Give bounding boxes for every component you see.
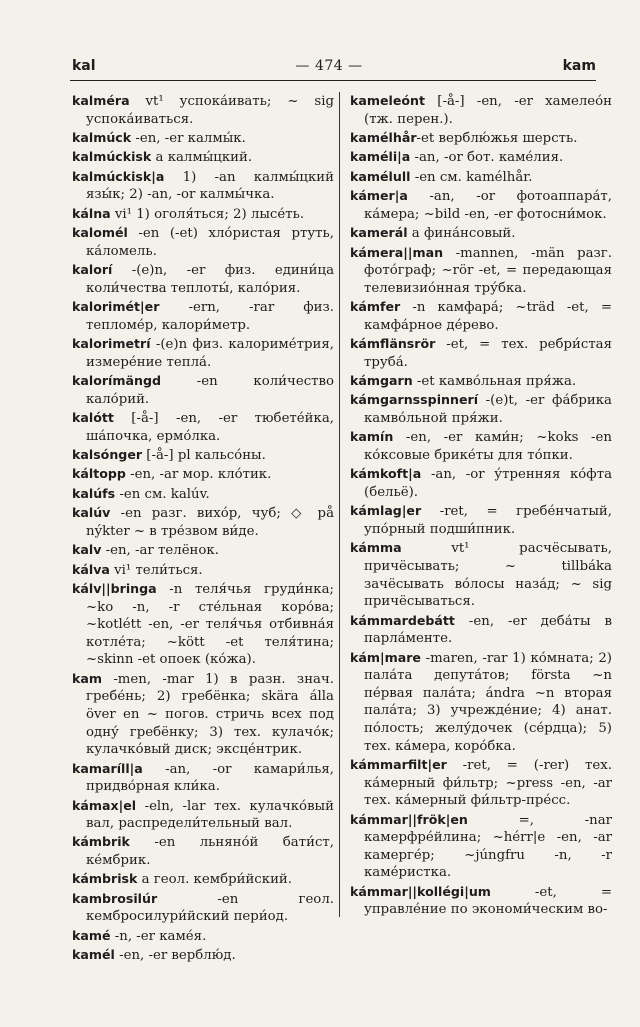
entry-headword: kalmúckisk|a [72, 168, 165, 184]
entry-definition: -en, -ar мор. кло́тик. [125, 467, 272, 483]
dictionary-entry [72, 148, 334, 167]
left-column [72, 92, 334, 966]
entry-definition: -en коли́чество кало́рий. [86, 374, 334, 407]
entry-definition: -eln, -lar тех. кулачко́вый вал, распредели́тельный вал. [86, 798, 334, 832]
entry-headword: kámer|a [350, 188, 408, 204]
dictionary-entry [350, 811, 612, 882]
dictionary-entry [72, 261, 334, 297]
dictionary-entry [72, 335, 334, 371]
entry-headword: kalméra [72, 93, 130, 108]
entry-definition: -ret, = (-rer) тех. ка́мерный фи́льтр; ~press -en, -ar тех. ка́мерный фи́льтр-пре́сс. [364, 757, 612, 809]
entry-definition: -ern, -rar физ. тепломе́р, калори́метр. [86, 300, 334, 333]
entry-definition: a калмы́цкий. [151, 150, 253, 166]
entry-definition: a геол. кембри́йский. [137, 872, 293, 888]
entry-definition: vt¹ успока́ивать; ~ sig успока́иваться. [86, 94, 334, 127]
dictionary-entry [72, 129, 334, 148]
entry-headword: kaméli|a [350, 149, 411, 165]
dictionary-entry [72, 409, 334, 445]
entry-definition: -en, -er верблю́д. [114, 948, 236, 964]
dictionary-entry [72, 580, 334, 669]
dictionary-entry [350, 244, 612, 298]
dictionary-entry [350, 465, 612, 501]
entry-definition: -en разг. вихо́р, чуб; ◇ på nýkter ~ в тре́звом ви́де. [86, 506, 334, 539]
entry-definition: -en см. kalúv. [115, 486, 210, 502]
right-column [350, 92, 612, 920]
dictionary-entry [72, 670, 334, 759]
entry-headword: kalsónger [72, 447, 143, 463]
dictionary-entry [72, 224, 334, 260]
entry-headword: kámax|el [72, 797, 137, 813]
dictionary-entry [350, 502, 612, 538]
entry-definition: -an, -or бот. каме́лия. [410, 150, 564, 166]
column-divider [339, 92, 340, 917]
entry-definition: [-å-] -en, -er хамелео́н (тж. перен.). [364, 94, 612, 127]
entry-definition: -en см. kamélhår. [410, 169, 533, 185]
page-number: — 474 — [295, 58, 363, 74]
entry-definition: a фина́нсовый. [407, 226, 516, 242]
dictionary-entry [350, 148, 612, 167]
entry-definition: -et, = управле́ние по экономи́ческим во- [364, 884, 612, 918]
entry-definition: -et камво́льная пря́жа. [412, 374, 577, 390]
entry-headword: kámmarfilt|er [350, 756, 447, 772]
dictionary-entry [350, 372, 612, 391]
entry-headword: káltopp [72, 466, 126, 482]
dictionary-entry [350, 539, 612, 610]
entry-headword: kámera||man [350, 244, 444, 260]
entry-headword: kalmúck [72, 129, 132, 145]
dictionary-entry [72, 870, 334, 889]
entry-headword: kám|mare [350, 649, 421, 665]
entry-headword: kálna [72, 205, 111, 221]
running-header [72, 58, 596, 80]
entry-headword: kálv||bringa [72, 580, 157, 596]
left-guide-word: kal [72, 58, 96, 74]
dictionary-entry [350, 649, 612, 756]
entry-definition: -en льняно́й бати́ст, ке́мбрик. [86, 835, 334, 869]
dictionary-entry [72, 541, 334, 560]
entry-headword: kálva [72, 561, 110, 577]
entry-definition: [-å-] pl кальсо́ны. [142, 448, 266, 464]
right-guide-word: kam [562, 58, 596, 74]
entry-definition: vt¹ расчёсывать, причёсывать; ~ tillbáka зачёсывать во́лосы наза́д; ~ sig причёсываться. [364, 541, 612, 610]
entry-definition: -en, -er калмы́к. [131, 130, 246, 146]
entry-definition: -en геол. кембросилури́йский пери́од. [86, 891, 334, 925]
dictionary-entry [72, 927, 334, 946]
entry-definition: -an, -or камари́лья, придво́рная кли́ка. [86, 761, 334, 795]
entry-headword: kamín [350, 429, 394, 445]
dictionary-entry [350, 335, 612, 371]
entry-headword: kameleónt [350, 93, 426, 108]
entry-definition: 1) -an калмы́цкий язы́к; 2) -an, -or калмы́чка. [86, 169, 334, 203]
entry-headword: kámfer [350, 299, 401, 315]
entry-headword: kamélhår [350, 129, 417, 145]
dictionary-entry [72, 890, 334, 926]
entry-definition: -mannen, -män разг. фото́граф; ~rör -et, = передающая телевизио́нная тру́бка. [364, 245, 612, 296]
entry-headword: kalmúckisk [72, 149, 152, 165]
entry-headword: kámbrisk [72, 871, 138, 887]
entry-headword: kambrosilúr [72, 890, 158, 906]
entry-definition: -et верблю́жья шерсть. [416, 130, 578, 146]
entry-headword: kalomél [72, 225, 128, 241]
dictionary-entry [72, 205, 334, 224]
header-rule [70, 80, 596, 81]
entry-definition: -en (-et) хло́ристая ртуть, ка́ломель. [86, 226, 334, 259]
dictionary-entry [350, 168, 612, 187]
dictionary-entry [72, 372, 334, 408]
entry-definition: =, -nar камерфре́йлина; ~hérr|e -en, -ar камерге́р; ~júngfru -n, -r каме́ристка. [364, 812, 612, 881]
dictionary-entry [350, 129, 612, 148]
entry-definition: -n теля́чья груди́нка; ~ko -n, -r сте́льная коро́ва; ~kotlétt -en, -er теля́чья отбивна́я котле́та; ~kött -et теля́тина; ~skinn -et опоек (ко́жа). [86, 581, 334, 668]
entry-headword: kam [72, 670, 102, 686]
dictionary-entry [350, 224, 612, 243]
entry-headword: kalv [72, 542, 102, 558]
dictionary-entry [72, 446, 334, 465]
dictionary-entry [72, 168, 334, 204]
dictionary-entry [72, 833, 334, 869]
entry-headword: kámmar||frök|en [350, 811, 468, 827]
dictionary-entry [72, 92, 334, 128]
entry-definition: vi¹ тели́ться. [109, 562, 203, 578]
entry-headword: kalúv [72, 505, 111, 521]
dictionary-entry [350, 92, 612, 128]
entry-headword: kamaríll|a [72, 760, 143, 776]
entry-headword: kámgarnsspinnerí [350, 392, 479, 408]
dictionary-entry [350, 298, 612, 334]
entry-headword: kámflänsrör [350, 336, 436, 352]
entry-definition: -n камфара́; ~träd -et, = камфа́рное де́рево. [364, 300, 612, 333]
entry-headword: kalorímängd [72, 373, 161, 389]
dictionary-entry [72, 504, 334, 540]
dictionary-entry [350, 187, 612, 223]
entry-definition: vi¹ 1) оголя́ться; 2) лысе́ть. [110, 206, 305, 222]
entry-definition: -n, -er каме́я. [110, 928, 207, 944]
entry-definition: [-å-] -en, -er тюбете́йка, ша́почка, ермо́лка. [86, 411, 334, 444]
entry-headword: kámbrik [72, 834, 130, 850]
dictionary-entry [72, 485, 334, 504]
entry-definition: -en, -er деба́ты в парла́менте. [364, 613, 612, 647]
entry-headword: kamél [72, 947, 115, 963]
entry-headword: kámgarn [350, 373, 413, 389]
entry-headword: kamélull [350, 168, 411, 184]
entry-headword: kalorí [72, 262, 113, 278]
entry-headword: kámkoft|a [350, 466, 422, 482]
entry-definition: -et, = тех. ребри́стая труба́. [364, 337, 612, 370]
entry-definition: -en, -ar телёнок. [101, 543, 219, 559]
entry-headword: kámmar||kollégi|um [350, 883, 491, 899]
entry-definition: -(e)n, -er физ. едини́ца коли́чества теплоты́, кало́рия. [86, 263, 334, 296]
entry-definition: -(e)t, -er фа́брика камво́льной пря́жи. [364, 393, 612, 427]
dictionary-entry [72, 465, 334, 484]
entry-definition: -an, -or фотоаппара́т, ка́мера; ~bild -en, -er фотосни́мок. [364, 189, 612, 222]
entry-headword: kamerál [350, 225, 408, 241]
entry-headword: kalorimetrí [72, 336, 151, 352]
entry-headword: kamé [72, 927, 111, 943]
entry-definition: -ret, = гребе́нчатый, упо́рный подши́пник. [364, 504, 612, 538]
dictionary-entry [72, 298, 334, 334]
entry-definition: -an, -or у́тренняя ко́фта (бельё). [364, 467, 612, 501]
dictionary-entry [350, 428, 612, 464]
entry-headword: kalúfs [72, 485, 116, 501]
entry-headword: kalorimét|er [72, 299, 160, 315]
entry-definition: -maren, -rar 1) ко́мната; 2) пала́та депута́тов; första ~n пе́рвая пала́та; ándra ~n вторая пала́та; 3) учрежде́ние; 4) анат. по́лость; желу́дочек (се́рдца); 5) тех. ка́мера, коро́бка. [364, 650, 612, 754]
entry-definition: -(e)n физ. калориме́трия, измере́ние тепла́. [86, 337, 334, 370]
dictionary-entry [72, 760, 334, 796]
dictionary-entry [350, 883, 612, 919]
dictionary-entry [350, 612, 612, 648]
entry-definition: -en, -er ками́н; ~koks -en ко́ксовые брике́ты для то́пки. [364, 430, 612, 464]
dictionary-entry [72, 561, 334, 580]
entry-headword: kámmardebátt [350, 612, 455, 628]
entry-headword: kámlag|er [350, 503, 422, 519]
entry-headword: kalótt [72, 410, 114, 426]
dictionary-entry [350, 756, 612, 810]
dictionary-entry [72, 797, 334, 833]
entry-headword: kámma [350, 540, 402, 556]
dictionary-entry [72, 946, 334, 965]
dictionary-entry [350, 391, 612, 427]
entry-definition: -men, -mar 1) в разн. знач. гребе́нь; 2) гребёнка; skära álla över en ~ погов. стричь всех под одну́ гребёнку; 3) тех. кулачо́к; кулачко́вый диск; эксце́нтрик. [86, 671, 334, 758]
